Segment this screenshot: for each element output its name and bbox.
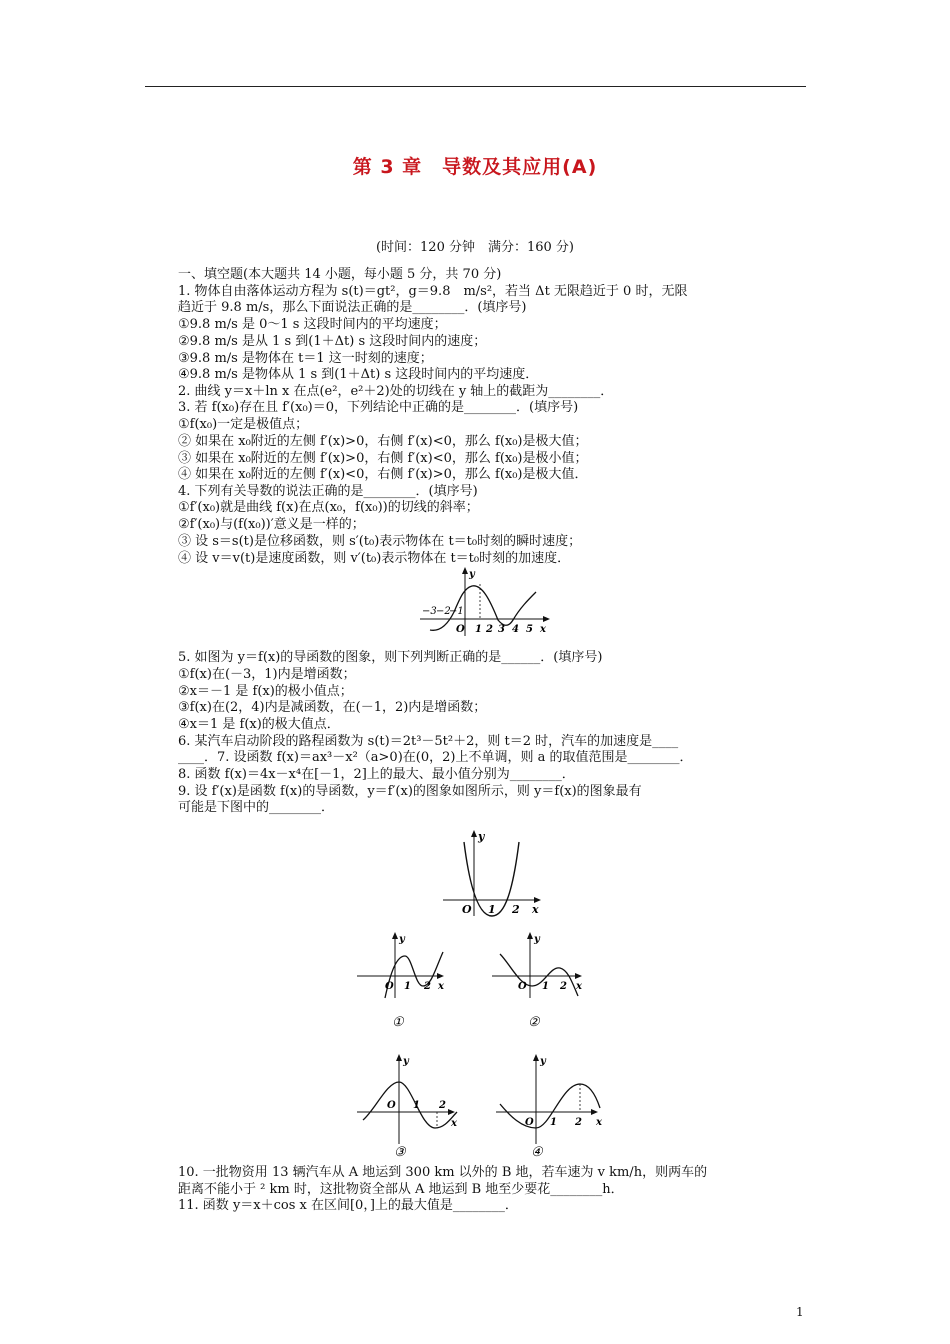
question-5: 5. 如图为 y＝f(x)的导函数的图象，则下列判断正确的是______．(填序号): [178, 650, 603, 665]
question-7: ____．7. 设函数 f(x)＝ax³－x²（a>0)在(0，2)上不单调，则 a 的取值范围是________．: [178, 750, 693, 765]
option-3-y-arrow: [396, 1054, 402, 1061]
q9-option-3-graph: [355, 1052, 465, 1160]
question-1-line-2: 趋近于 9.8 m/s，那么下面说法正确的是________．(填序号): [178, 300, 527, 315]
question-2: 2. 曲线 y＝x＋ln x 在点(e²，e²＋2)处的切线在 y 轴上的截距为________．: [178, 384, 614, 399]
q5-tick-2: 2: [486, 624, 493, 635]
option-3-tick-2: 2: [439, 1100, 446, 1111]
question-4-option-4: ④ 设 v＝v(t)是速度函数，则 v′(t₀)表示物体在 t＝t₀时刻的加速度．: [178, 551, 571, 566]
q5-tick-4: 4: [512, 624, 519, 635]
q9-tick-1: 1: [488, 903, 496, 916]
option-3-y-label: y: [403, 1056, 409, 1067]
option-4-x-arrow: [591, 1109, 598, 1115]
option-4-x-label: x: [596, 1117, 602, 1128]
header-rule: [145, 86, 806, 87]
option-3-label: ③: [394, 1145, 406, 1160]
question-4-option-2: ②f′(x₀)与(f(x₀))′意义是一样的；: [178, 517, 365, 532]
section-heading: 一、填空题(本大题共 14 小题，每小题 5 分，共 70 分): [178, 267, 502, 282]
q9-option-4-graph: [494, 1052, 608, 1160]
question-3-option-3: ③ 如果在 x₀附近的左侧 f′(x)>0，右侧 f′(x)<0，那么 f(x₀)是极小值；: [178, 451, 588, 466]
q5-x-arrow: [543, 616, 550, 622]
question-3-option-1: ①f(x₀)一定是极值点；: [178, 417, 309, 432]
option-1-tick-1: 1: [404, 981, 411, 992]
question-5-option-3: ③f(x)在(2，4)内是减函数，在(－1，2)内是增函数；: [178, 700, 487, 715]
question-3-option-2: ② 如果在 x₀附近的左侧 f′(x)>0，右侧 f′(x)<0，那么 f(x₀)是极大值；: [178, 434, 588, 449]
q5-y-label: y: [469, 569, 475, 580]
question-5-option-4: ④x＝1 是 f(x)的极大值点．: [178, 717, 340, 732]
q9-y-arrow: [471, 830, 477, 837]
option-1-label: ①: [392, 1015, 404, 1030]
question-1-option-1: ①9.8 m/s 是 0～1 s 这段时间内的平均速度；: [178, 317, 447, 332]
option-1-y-arrow: [392, 932, 398, 939]
question-5-option-1: ①f(x)在(－3，1)内是增函数；: [178, 667, 356, 682]
q5-tick-neg2: −2: [436, 606, 451, 617]
option-4-label: ④: [531, 1145, 543, 1160]
q9-x-label: x: [532, 903, 539, 916]
option-3-x-label: x: [451, 1118, 457, 1129]
option-2-tick-2: 2: [560, 981, 567, 992]
question-1-option-3: ③9.8 m/s 是物体在 t＝1 这一时刻的速度；: [178, 351, 433, 366]
option-2-y-label: y: [534, 934, 540, 945]
question-5-option-2: ②x＝－1 是 f(x)的极小值点；: [178, 684, 353, 699]
q9-option-1-graph: [355, 930, 455, 1030]
q5-origin: O: [456, 624, 465, 635]
question-4: 4. 下列有关导数的说法正确的是________．(填序号): [178, 484, 478, 499]
option-1-x-arrow: [437, 973, 444, 979]
option-4-origin: O: [525, 1117, 534, 1128]
q5-tick-1: 1: [475, 624, 482, 635]
q9-derivative-graph: [437, 828, 549, 920]
exam-info: (时间：120 分钟 满分：160 分): [375, 240, 575, 255]
q9-option-2-graph: [490, 930, 590, 1030]
question-11: 11. 函数 y＝x＋cos x 在区间[0，]上的最大值是________．: [178, 1198, 518, 1213]
q5-tick-neg1: −1: [449, 606, 464, 617]
question-3-option-4: ④ 如果在 x₀附近的左侧 f′(x)<0，右侧 f′(x)>0，那么 f(x₀)是极大值．: [178, 467, 588, 482]
question-4-option-3: ③ 设 s＝s(t)是位移函数，则 s′(t₀)表示物体在 t＝t₀时刻的瞬时速度；: [178, 534, 582, 549]
option-4-y-label: y: [540, 1056, 546, 1067]
option-2-origin: O: [518, 981, 527, 992]
question-1-line-1: 1. 物体自由落体运动方程为 s(t)＝gt²，g＝9.8 m/s²，若当 Δt 无限趋近于 0 时，无限: [178, 284, 688, 299]
q9-origin: O: [462, 903, 472, 916]
option-3-origin: O: [387, 1100, 396, 1111]
question-9-line-1: 9. 设 f′(x)是函数 f(x)的导函数，y＝f′(x)的图象如图所示，则 y＝f(x)的图象最有: [178, 784, 642, 799]
option-1-tick-2: 2: [424, 981, 431, 992]
option-3-tick-1: 1: [413, 1100, 420, 1111]
option-2-tick-1: 1: [542, 981, 549, 992]
option-4-tick-2: 2: [575, 1117, 582, 1128]
option-3-x-arrow: [448, 1109, 455, 1115]
page-title: 第 3 章 导数及其应用(A): [352, 156, 598, 178]
option-2-y-arrow: [527, 932, 533, 939]
question-8: 8. 函数 f(x)＝4x－x⁴在[－1，2]上的最大、最小值分别为________．: [178, 767, 575, 782]
option-2-label: ②: [528, 1015, 540, 1030]
option-2-x-arrow: [575, 973, 582, 979]
option-1-y-label: y: [399, 934, 405, 945]
q5-tick-5: 5: [526, 624, 533, 635]
question-3: 3. 若 f(x₀)存在且 f′(x₀)＝0，下列结论中正确的是________．(填序号): [178, 400, 579, 415]
q9-tick-2: 2: [512, 903, 520, 916]
question-10-line-2: 距离不能小于 ² km 时，这批物资全部从 A 地运到 B 地至少要花________h．: [178, 1182, 624, 1197]
q5-y-arrow: [462, 567, 468, 574]
question-10-line-1: 10. 一批物资用 13 辆汽车从 A 地运到 300 km 以外的 B 地，若车速为 v km/h，则两车的: [178, 1165, 708, 1180]
option-2-x-label: x: [576, 981, 582, 992]
option-4-tick-1: 1: [550, 1117, 557, 1128]
question-1-option-2: ②9.8 m/s 是从 1 s 到(1＋Δt) s 这段时间内的速度；: [178, 334, 487, 349]
option-4-y-arrow: [533, 1054, 539, 1061]
q5-derivative-graph: [418, 566, 553, 638]
option-1-x-label: x: [438, 981, 444, 992]
q9-y-label: y: [478, 830, 485, 843]
q5-x-label: x: [540, 624, 546, 635]
question-4-option-1: ①f′(x₀)就是曲线 f(x)在点(x₀，f(x₀))的切线的斜率；: [178, 500, 479, 515]
page-number: 1: [796, 1305, 804, 1319]
question-1-option-4: ④9.8 m/s 是物体从 1 s 到(1＋Δt) s 这段时间内的平均速度．: [178, 367, 539, 382]
q5-tick-3: 3: [498, 624, 505, 635]
question-9-line-2: 可能是下图中的________．: [178, 800, 335, 815]
option-1-origin: O: [385, 981, 394, 992]
q5-tick-neg3: −3: [422, 606, 437, 617]
question-6: 6. 某汽车启动阶段的路程函数为 s(t)＝2t³－5t²＋2，则 t＝2 时，汽车的加速度是____: [178, 734, 679, 749]
